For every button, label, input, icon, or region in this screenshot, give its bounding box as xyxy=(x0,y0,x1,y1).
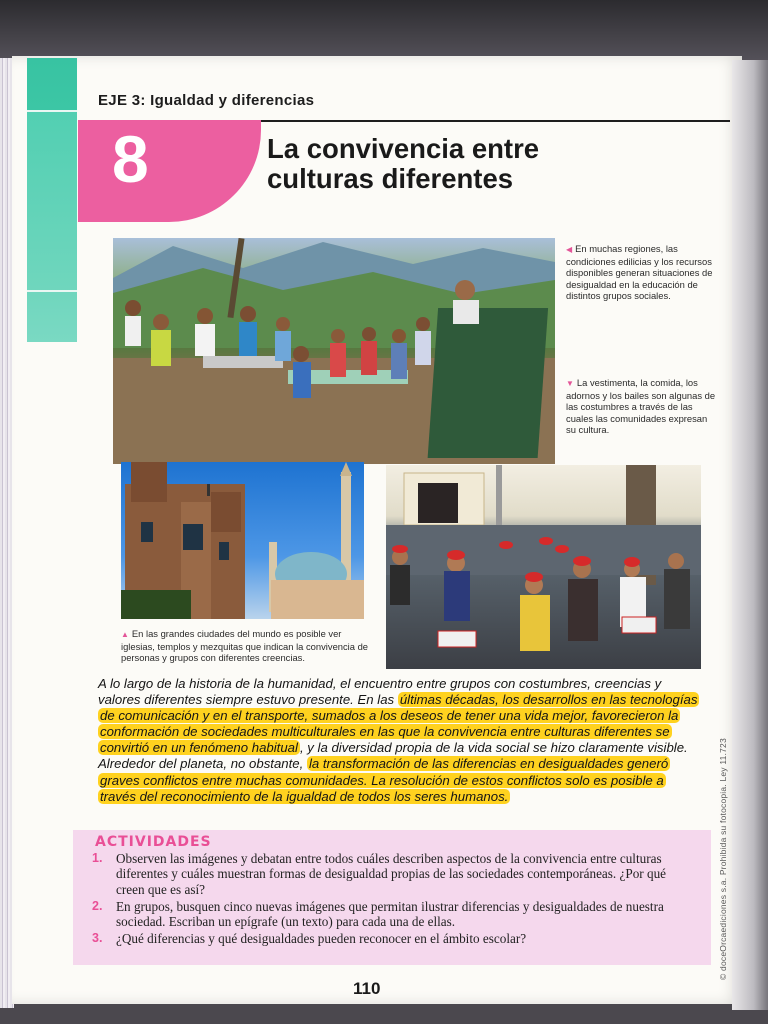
church-mosque-photo xyxy=(121,462,364,619)
paragraph-highlight1: últimas décadas, los desarrollos en las tecnologías de comunicación y en el transporte, sumados a los deseos de tener una vida mejor, favorecieron la conformación de sociedades multiculturales en las que la convivencia entre culturas diferentes se convirtió en un fenómeno habitual xyxy=(100,692,698,756)
copyright-credit: © doceOrcaediciones s.a. Prohibida su fotocopia. Ley 11.723 xyxy=(718,738,728,980)
classroom-scene xyxy=(113,238,555,464)
paragraph-part2: , y la diversidad propia de la vida social se hizo claramente visible. Alrededor del planeta, no obstante, xyxy=(98,740,688,772)
chapter-title xyxy=(267,134,539,194)
chapter-title-line1: La convivencia entre xyxy=(267,133,540,164)
caption-pointer-left-icon: ◀ xyxy=(566,245,573,254)
background-top xyxy=(0,0,768,62)
page-gutter-shadow xyxy=(732,60,768,1010)
caption-church xyxy=(121,628,371,664)
chapter-number: 8 xyxy=(112,122,149,196)
axis-label: EJE 3: Igualdad y diferencias xyxy=(98,92,315,109)
caption-church-text: En las grandes ciudades del mundo es posible ver iglesias, templos y mezquitas que indican la convivencia de personas y grupos con diferentes creencias. xyxy=(121,628,369,663)
main-paragraph xyxy=(98,676,702,805)
activities-list xyxy=(92,851,692,949)
paragraph-highlight2: la transformación de las diferencias en desigualdades generó graves conflictos entre muchas comunidades. La resolución de estos conflictos solo es posible a través del reconocimiento de la igualdad de todos los seres humanos. xyxy=(100,756,669,804)
activity-number: 2. xyxy=(92,898,103,913)
activity-number: 1. xyxy=(92,851,103,865)
chapter-side-tab xyxy=(27,58,77,342)
caption-pointer-down-icon: ▼ xyxy=(566,379,574,388)
activity-item xyxy=(92,851,692,897)
parade-photo xyxy=(386,465,701,669)
activity-item xyxy=(92,931,692,946)
caption-pointer-up-icon: ▲ xyxy=(121,630,129,639)
activity-text: ¿Qué diferencias y qué desigualdades pueden reconocer en el ámbito escolar? xyxy=(116,931,527,947)
caption-classroom xyxy=(566,243,716,302)
page-number: 110 xyxy=(353,979,381,998)
church-mosque-scene xyxy=(121,462,364,619)
parade-scene xyxy=(386,465,701,669)
activity-item xyxy=(92,899,692,930)
chapter-title-line2: culturas diferentes xyxy=(267,163,514,194)
activity-text: Observen las imágenes y debatan entre todos cuáles describen aspectos de la convivencia entre culturas diferentes y cuáles muestran formas de desigualdad propias de las sociedades contemporáneas. ¿Por qué creen que es así? xyxy=(116,851,667,897)
caption-classroom-text: En muchas regiones, las condiciones edilicias y los recursos disponibles generan situaciones de desigualdad en la educación de distintos grupos sociales. xyxy=(566,243,713,301)
paragraph-part1: A lo largo de la historia de la humanidad, el encuentro entre grupos con costumbres, creencias y valores diferentes siempre estuvo presente. En las xyxy=(98,676,662,708)
activities-title: ACTIVIDADES xyxy=(95,834,212,850)
activity-text: En grupos, busquen cinco nuevas imágenes que permitan ilustrar diferencias y desigualdades de nuestra sociedad. Escriban un epígrafe (un texto) para cada una de ellas. xyxy=(116,898,664,930)
caption-parade-text: La vestimenta, la comida, los adornos y los bailes son algunas de las costumbres a través de las cuales las comunidades expresan su cultura. xyxy=(566,377,716,435)
caption-parade xyxy=(566,377,716,436)
classroom-photo xyxy=(113,238,555,464)
activity-number: 3. xyxy=(92,931,103,946)
